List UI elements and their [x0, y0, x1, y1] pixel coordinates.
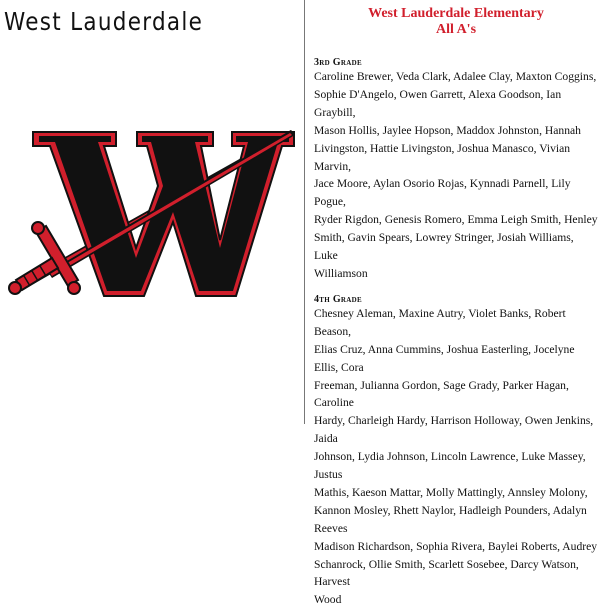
honor-roll-panel [314, 6, 598, 609]
grade-section-4th [314, 294, 598, 609]
vertical-divider [304, 0, 305, 424]
honor-roll-header [314, 6, 598, 38]
names-line: Smith, Gavin Spears, Lowrey Stringer, Josiah Williams, Luke [314, 231, 574, 263]
school-name-heading: West Lauderdale Elementary [368, 6, 544, 21]
student-names [314, 305, 598, 609]
student-names [314, 68, 598, 283]
award-heading: All A's [435, 22, 477, 37]
names-line: Wood [314, 593, 342, 607]
grade-title: 4th Grade [314, 293, 362, 305]
names-line: Ryder Rigdon, Genesis Romero, Emma Leigh Smith, Henley [314, 213, 598, 227]
grade-section-3rd [314, 57, 598, 283]
sword-grip [9, 258, 58, 294]
names-line: Madison Richardson, Sophia Rivera, Baylei Roberts, Audrey [314, 539, 598, 553]
names-line: Mathis, Kaeson Mattar, Molly Mattingly, Annsley Molony, [314, 485, 588, 499]
names-line: Williamson [314, 266, 368, 280]
school-title: West Lauderdale [4, 7, 204, 36]
names-line: Sophie D'Angelo, Owen Garrett, Alexa Goodson, Ian Graybill, [314, 87, 562, 119]
w-sword-logo [8, 122, 298, 302]
names-line: Schanrock, Ollie Smith, Scarlett Sosebee, Darcy Watson, Harvest [314, 557, 579, 589]
names-line: Hardy, Charleigh Hardy, Harrison Holloway, Owen Jenkins, Jaida [314, 414, 594, 446]
names-line: Jace Moore, Aylan Osorio Rojas, Kynnadi Parnell, Lily Pogue, [314, 177, 571, 209]
names-line: Chesney Aleman, Maxine Autry, Violet Banks, Robert Beason, [314, 306, 566, 338]
names-line: Kannon Mosley, Rhett Naylor, Hadleigh Pounders, Adalyn Reeves [314, 503, 587, 535]
names-line: Elias Cruz, Anna Cummins, Joshua Easterling, Jocelyne Ellis, Cora [314, 342, 575, 374]
names-line: Mason Hollis, Jaylee Hopson, Maddox Johnston, Hannah [314, 123, 581, 137]
names-line: Livingston, Hattie Livingston, Joshua Manasco, Vivian Marvin, [314, 141, 571, 173]
grade-title: 3rd Grade [314, 57, 362, 68]
names-line: Caroline Brewer, Veda Clark, Adalee Clay, Maxton Coggins, [314, 70, 597, 83]
names-line: Freeman, Julianna Gordon, Sage Grady, Parker Hagan, Caroline [314, 378, 569, 410]
names-line: Johnson, Lydia Johnson, Lincoln Lawrence, Luke Massey, Justus [314, 450, 586, 482]
